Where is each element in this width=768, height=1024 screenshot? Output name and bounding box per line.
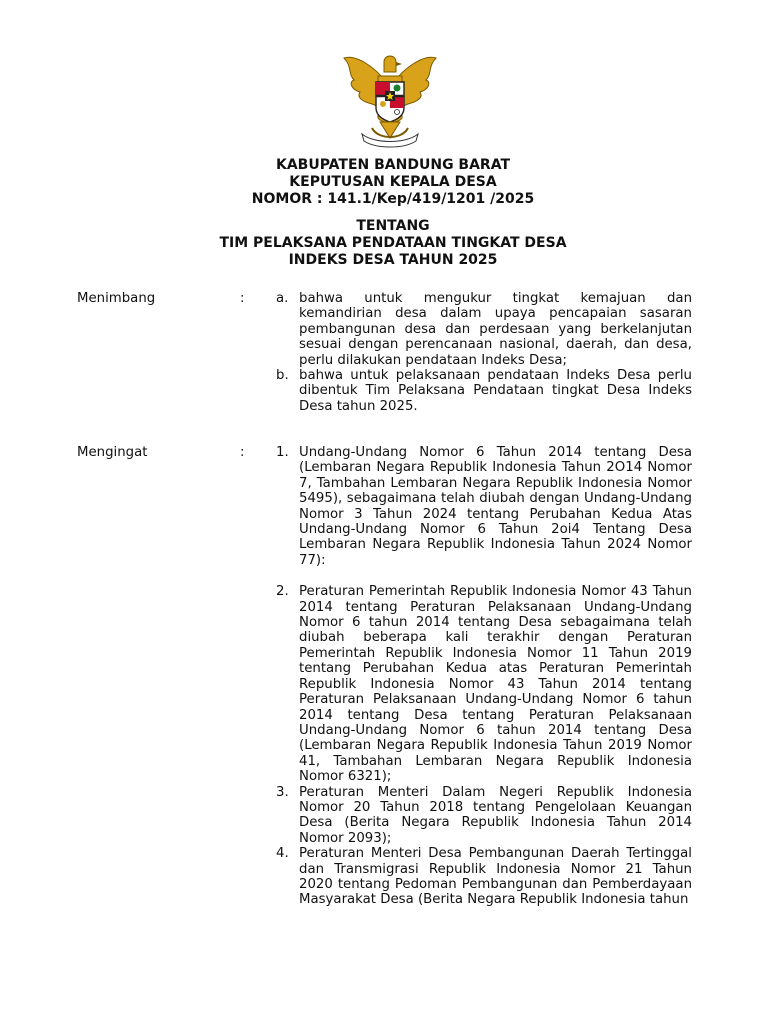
item-marker: 3. [276,784,289,800]
colon: : [240,291,245,306]
item-text: bahwa untuk mengukur tingkat kemajuan dan kemandirian desa dalam upaya pencapaian sasaran pembangunan desa dan perdesaan yang berkelanjutan sesuai dengan perencanaan nasional, daerah, dan desa, perlu dilakukan pendataan Indeks Desa; [299,291,692,368]
menimbang-section [0,291,768,414]
list-item [0,291,768,368]
list-item [0,846,768,908]
item-text: Peraturan Menteri Dalam Negeri Republik Indonesia Nomor 20 Tahun 2018 tentang Pengelolaan Keuangan Desa (Berita Negara Republik Indonesia Tahun 2014 Nomor 2093); [299,784,692,846]
subject-header [0,218,768,269]
item-marker: 1. [276,445,289,460]
document-header [0,157,768,208]
item-marker: 4. [276,846,289,862]
subject-line-1: TIM PELAKSANA PENDATAAN TINGKAT DESA [219,235,567,251]
item-text: Undang-Undang Nomor 6 Tahun 2014 tentang Desa (Lembaran Negara Republik Indonesia Tahun 2O14 Nomor 7, Tambahan Lembaran Negara Republik Indonesia Nomor 5495), sebagaimana telah diubah dengan Undang-Undang Nomor 3 Tahun 2024 tentang Perubahan Kedua Atas Undang-Undang Nomor 6 Tahun 2oi4 Tentang Desa Lembaran Negara Republik Indonesia Tahun 2024 Nomor 77): [299,445,692,568]
decree-number: NOMOR : 141.1/Kep/419/1201 /2025 [251,191,535,207]
item-marker: 2. [276,584,289,600]
mengingat-label: Mengingat [77,445,148,460]
item-marker: b. [276,368,289,384]
list-item [0,368,768,414]
garuda-emblem-icon [338,48,442,150]
tentang-heading: TENTANG [356,218,430,234]
list-item [0,584,768,784]
mengingat-section [0,445,768,908]
colon: : [240,445,245,460]
decree-title: KEPUTUSAN KEPALA DESA [289,174,497,190]
item-text: bahwa untuk pelaksanaan pendataan Indeks Desa perlu dibentuk Tim Pelaksana Pendataan tingkat Desa Indeks Desa tahun 2025. [299,368,692,414]
item-text: Peraturan Menteri Desa Pembangunan Daerah Tertinggal dan Transmigrasi Republik Indonesia Nomor 21 Tahun 2020 tentang Pedoman Pembangunan dan Pemberdayaan Masyarakat Desa (Berita Negara Republik Indonesia tahun [299,846,692,908]
item-text: Peraturan Pemerintah Republik Indonesia Nomor 43 Tahun 2014 tentang Peraturan Pelaksanaan Undang-Undang Nomor 6 tahun 2014 tentang Desa sebagaimana telah diubah beberapa kali terakhir dengan Peraturan Pemerintah Republik Indonesia Nomor 11 Tahun 2019 tentang Perubahan Kedua atas Peraturan Pemerintah Republik Indonesia Nomor 43 Tahun 2014 tentang Peraturan Pelaksanaan Undang-Undang Nomor 6 tahun 2014 tentang Desa tentang Peraturan Pelaksanaan Undang-Undang Nomor 6 tahun 2014 tentang Desa (Lembaran Negara Republik Indonesia Tahun 2019 Nomor 41, Tambahan Lembaran Negara Republik Indonesia Nomor 6321); [299,584,692,785]
list-item [0,785,768,847]
regency-title: KABUPATEN BANDUNG BARAT [275,157,511,173]
menimbang-label: Menimbang [77,291,156,306]
list-item [0,445,768,568]
subject-line-2: INDEKS DESA TAHUN 2025 [288,252,498,268]
item-marker: a. [276,291,289,306]
